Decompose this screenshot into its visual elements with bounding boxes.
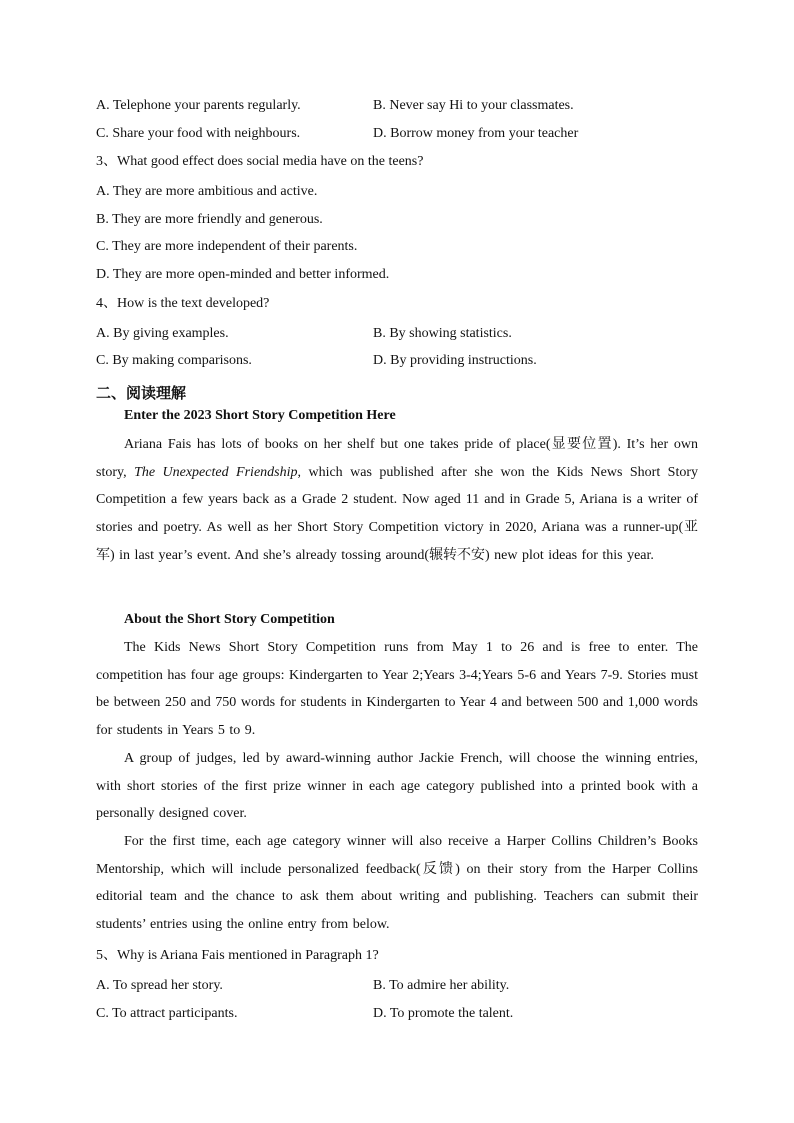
q4-option-a: A. By giving examples. <box>96 326 229 341</box>
q2-option-d: D. Borrow money from your teacher <box>373 126 579 141</box>
q5-option-b: B. To admire her ability. <box>373 978 510 993</box>
q4-option-c: C. By making comparisons. <box>96 353 252 368</box>
passage-book-title: The Unexpected Friendship <box>134 464 298 480</box>
q4-option-d: D. By providing instructions. <box>373 353 537 368</box>
q3-option-b: B. They are more friendly and generous. <box>96 212 323 227</box>
q3-option-a: A. They are more ambitious and active. <box>96 184 318 199</box>
q5-stem: 5、Why is Ariana Fais mentioned in Paragraph 1? <box>96 948 379 963</box>
q3-stem: 3、What good effect does social media have on the teens? <box>96 154 424 169</box>
passage-paragraph-2: The Kids News Short Story Competition runs from May 1 to 26 and is free to enter. The competition has four age groups: Kindergarten to Year 2;Years 3-4;Years 5-6 and Years 7-9. Stories must be between 250 and 750 words for students in Kindergarten to Year 4 and between 500 and 1,000 words for students in Years 5 to 9. <box>96 640 698 739</box>
q2-option-b: B. Never say Hi to your classmates. <box>373 98 574 113</box>
passage-paragraph-1 <box>96 431 698 570</box>
passage-p1-part2: , which was published after she won the Kids News Short Story Competition a few years back as a Grade 2 student. Now aged 11 and in Grade 5, Ariana is a writer of stories and poetry. As well as her Short Story Competition victory in 2020, Ariana was a runner-up(亚军) in last year’s event. And she’s already tossing around(辗转不安) new plot ideas for this year. <box>96 464 699 563</box>
q4-option-b: B. By showing statistics. <box>373 326 512 341</box>
passage-title: Enter the 2023 Short Story Competition Here <box>124 408 396 423</box>
q3-option-d: D. They are more open-minded and better informed. <box>96 267 390 282</box>
passage-p1-part1: Ariana Fais has lots of books on her shelf but one takes pride of place(显要位置). It’s her own story, <box>96 437 698 480</box>
q5-option-d: D. To promote the talent. <box>373 1006 514 1021</box>
passage-paragraph-3: A group of judges, led by award-winning author Jackie French, will choose the winning entries, with short stories of the first prize winner in each age category published into a printed book with a personally designed cover. <box>96 751 698 822</box>
section-title: 二、阅读理解 <box>96 386 187 402</box>
q3-option-c: C. They are more independent of their parents. <box>96 239 358 254</box>
passage-subheading: About the Short Story Competition <box>124 612 335 627</box>
q5-option-c: C. To attract participants. <box>96 1006 238 1021</box>
q2-option-c: C. Share your food with neighbours. <box>96 126 301 141</box>
passage-paragraph-4: For the first time, each age category winner will also receive a Harper Collins Children’s Books Mentorship, which will include personalized feedback(反馈) on their story from the Harper Collins editorial team and the chance to ask them about writing and publishing. Teachers can submit their students’ entries using the online entry from below. <box>96 834 698 933</box>
q4-stem: 4、How is the text developed? <box>96 296 270 311</box>
q5-option-a: A. To spread her story. <box>96 978 223 993</box>
q2-option-a: A. Telephone your parents regularly. <box>96 98 301 113</box>
